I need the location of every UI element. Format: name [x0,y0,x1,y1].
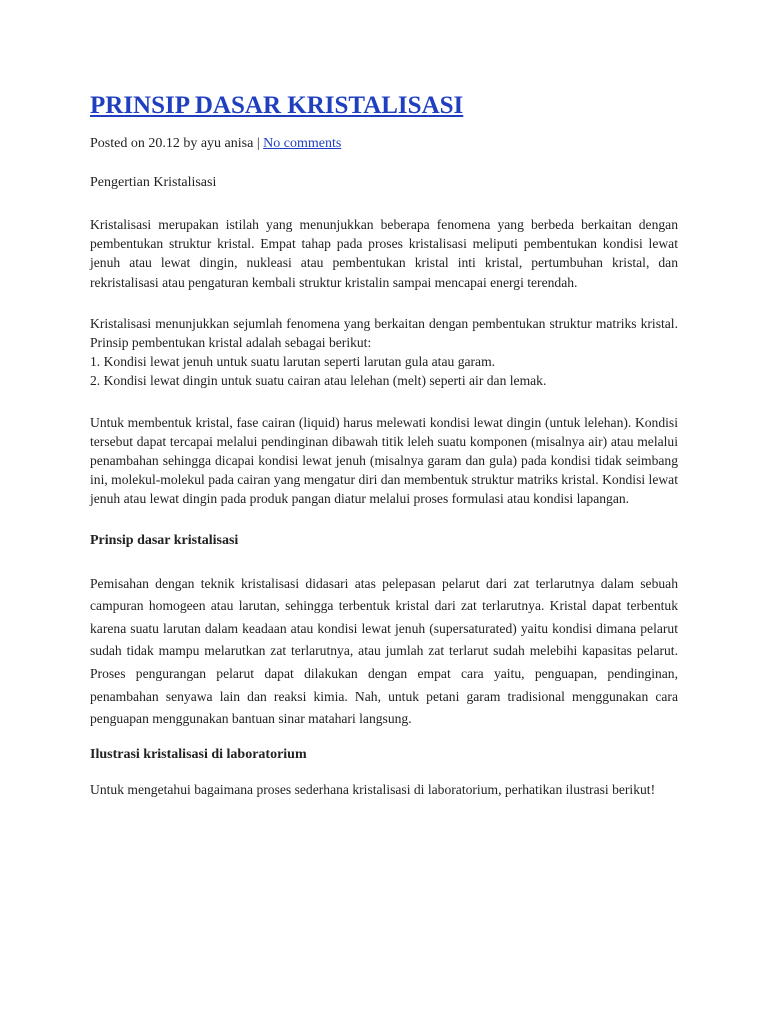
section-heading-pengertian: Pengertian Kristalisasi [90,175,217,190]
paragraph-separation: Pemisahan dengan teknik kristalisasi didasari atas pelepasan pelarut dari zat terlarutnya dalam sebuah campuran homogeen atau larutan, sehingga terbentuk kristal dari zat terlarutnya. Kristal dapat terbentuk karena suatu larutan dalam keadaan atau kondisi lewat jenuh (supersaturated) yaitu kondisi dimana pelarut sudah tidak mampu melarutkan zat terlarutnya, atau jumlah zat terlarut sudah melebihi kapasitas pelarut. Proses pengurangan pelarut dapat dilakukan dengan empat cara yaitu, penguapan, pendinginan, penambahan senyawa lain dan reaksi kimia. Nah, untuk petani garam tradisional menggunakan cara penguapan menggunakan bantuan sinar matahari langsung. [90,575,678,727]
post-meta [90,134,678,154]
blog-post [90,90,678,801]
paragraph-illustration-intro: Untuk mengetahui bagaimana proses sederhana kristalisasi di laboratorium, perhatikan ilustrasi berikut! [90,781,656,797]
post-title[interactable]: PRINSIP DASAR KRISTALISASI [90,92,464,119]
list-item-2: 2. Kondisi lewat dingin untuk suatu cairan atau lelehan (melt) seperti air dan lemak. [90,373,547,389]
paragraph-principles-intro: Kristalisasi menunjukkan sejumlah fenomena yang berkaitan dengan pembentukan struktur matriks kristal. Prinsip pembentukan kristal adalah sebagai berikut: [90,315,678,351]
paragraph-crystal-formation: Untuk membentuk kristal, fase cairan (liquid) harus melewati kondisi lewat dingin (untuk lelehan). Kondisi tersebut dapat tercapai melalui pendinginan dibawah titik leleh suatu komponen (misalnya air) atau melalui penambahan sehingga dicapai kondisi lewat jenuh (misalnya garam dan gula) pada kondisi tidak seimbang ini, molekul-molekul pada cairan yang mengatur diri dan membentuk struktur matriks kristal. Kondisi lewat jenuh atau lewat dingin pada produk pangan diatur melalui proses formulasi atau kondisi lapangan. [90,414,678,507]
list-item-1: 1. Kondisi lewat jenuh untuk suatu larutan seperti larutan gula atau garam. [90,354,496,370]
section-heading-ilustrasi: Ilustrasi kristalisasi di laboratorium [90,746,307,762]
comments-link[interactable]: No comments [263,136,342,151]
paragraph-definition: Kristalisasi merupakan istilah yang menunjukkan beberapa fenomena yang berbeda berkaitan dengan pembentukan struktur kristal. Empat tahap pada proses kristalisasi meliputi pembentukan kondisi lewat jenuh atau lewat dingin, nukleasi atau pembentukan kristal inti kristal, pertumbuhan kristal, dan rekristalisasi atau pengaturan kembali struktur kristalin sampai mencapai energi terendah. [90,217,678,290]
section-heading-prinsip: Prinsip dasar kristalisasi [90,532,239,548]
posted-info: Posted on 20.12 by ayu anisa | [90,136,264,151]
